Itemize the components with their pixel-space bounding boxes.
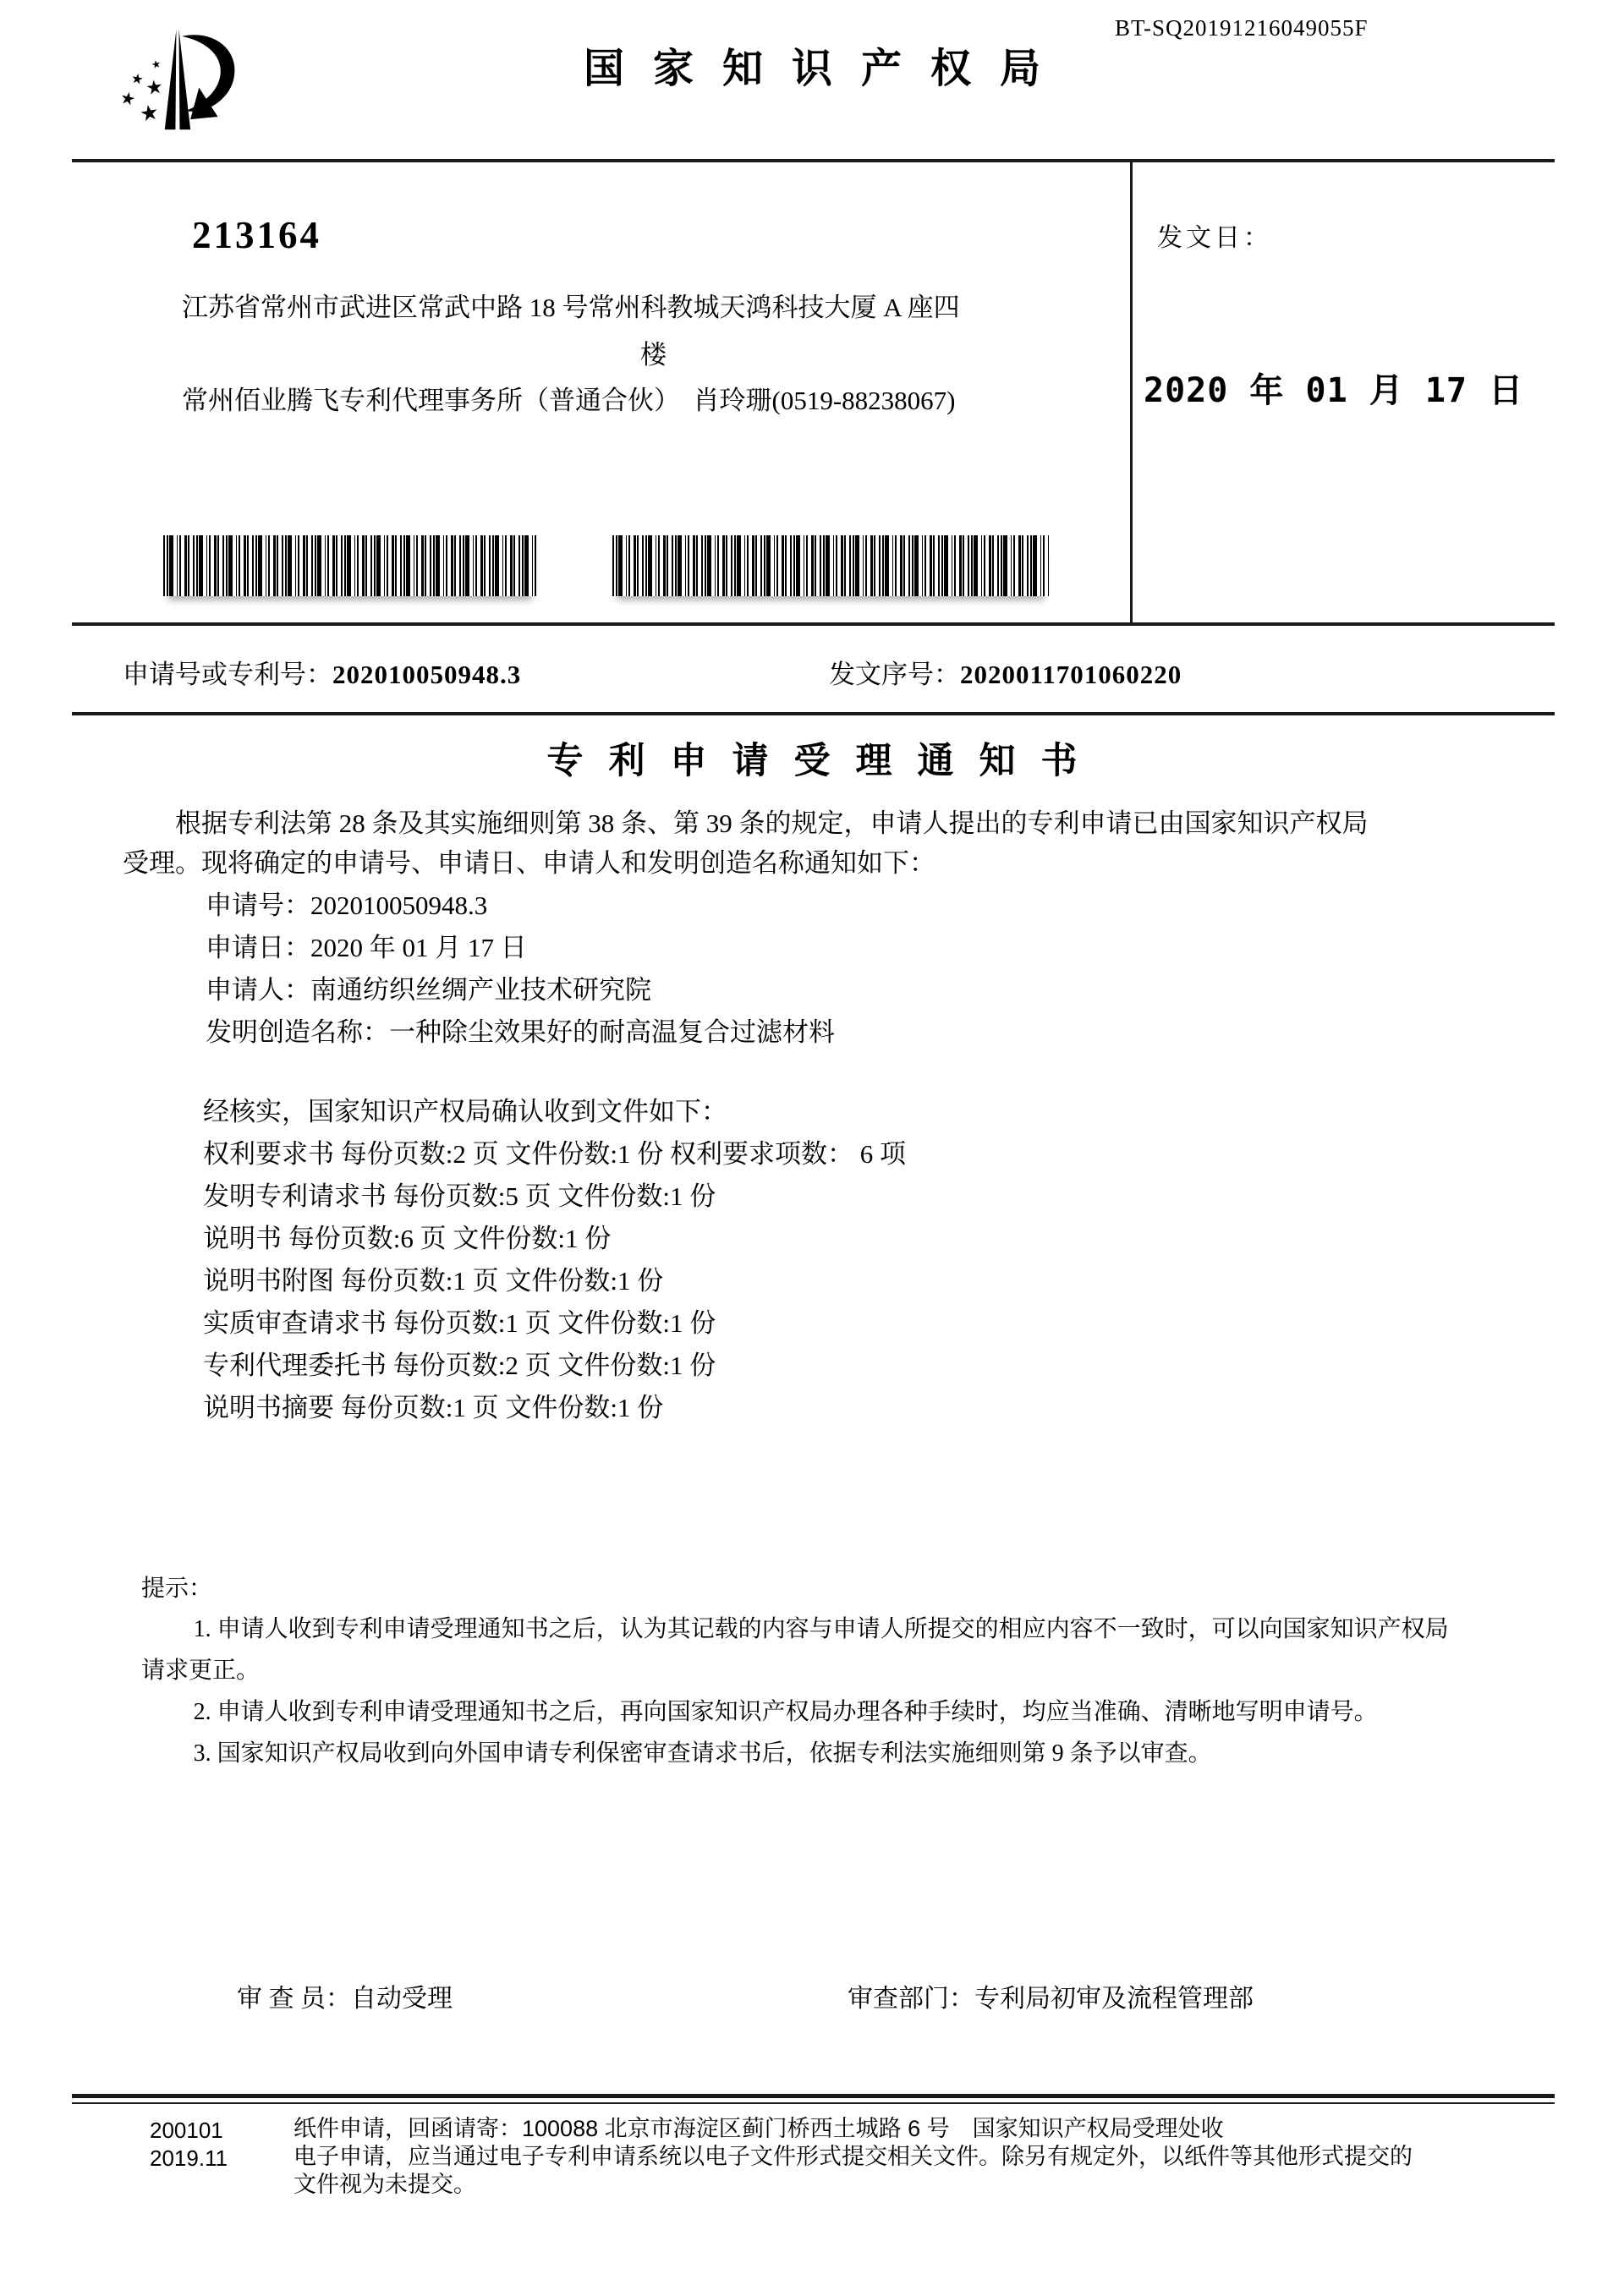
hint-line: 2. 申请人收到专利申请受理通知书之后，再向国家知识产权局办理各种手续时，均应当准确、清晰地写明申请号。 xyxy=(193,1699,1378,1725)
field-invention-title: 发明创造名称：一种除尘效果好的耐高温复合过滤材料 xyxy=(206,1017,835,1047)
footer-instruction-line: 电子申请，应当通过电子专利申请系统以电子文件形式提交相关文件。除另有规定外，以纸件等其他形式提交的 xyxy=(294,2144,1413,2169)
examiner-field xyxy=(237,1977,453,2014)
recipient-agency-line: 常州佰业腾飞专利代理事务所（普通合伙） 肖玲珊(0519-88238067) xyxy=(182,386,956,415)
barcode xyxy=(612,535,1049,596)
department-field xyxy=(848,1977,1254,2014)
document-item: 说明书摘要 每份页数:1 页 文件份数:1 份 xyxy=(203,1393,664,1422)
document-reference-code: BT-SQ20191216049055F xyxy=(1115,15,1369,41)
hints-list xyxy=(141,1608,1558,1774)
dispatch-serial-value: 2020011701060220 xyxy=(960,660,1182,689)
barcode xyxy=(163,535,537,596)
footer-instructions xyxy=(294,2115,1554,2199)
footer-form-code: 200101 xyxy=(150,2118,223,2143)
department-value: 专利局初审及流程管理部 xyxy=(974,1985,1254,2013)
examiner-label: 审 查 员： xyxy=(237,1985,351,2013)
application-number xyxy=(123,653,521,691)
field-application-number: 申请号：202010050948.3 xyxy=(206,890,488,920)
postal-code: 213164 xyxy=(192,214,321,256)
field-applicant: 申请人：南通纺织丝绸产业技术研究院 xyxy=(206,975,651,1005)
document-item: 权利要求书 每份页数:2 页 文件份数:1 份 权利要求项数： 6 项 xyxy=(203,1139,906,1169)
document-item: 说明书 每份页数:6 页 文件份数:1 份 xyxy=(203,1224,612,1253)
document-item: 实质审查请求书 每份页数:1 页 文件份数:1 份 xyxy=(203,1308,716,1338)
application-number-label: 申请号或专利号： xyxy=(123,660,332,689)
dispatch-serial-label: 发文序号： xyxy=(829,660,960,689)
field-application-date: 申请日：2020 年 01 月 17 日 xyxy=(206,933,527,962)
issue-date-value: 2020 年 01 月 17 日 xyxy=(1144,371,1524,410)
documents-intro-line: 经核实，国家知识产权局确认收到文件如下： xyxy=(203,1097,727,1126)
hints-label: 提示： xyxy=(141,1575,213,1602)
recipient-address-line1: 江苏省常州市武进区常武中路 18 号常州科教城天鸿科技大厦 A 座四 xyxy=(182,293,960,322)
recipient-address-line2: 楼 xyxy=(640,340,667,370)
examiner-value: 自动受理 xyxy=(351,1985,453,2013)
hint-line: 1. 申请人收到专利申请受理通知书之后，认为其记载的内容与申请人所提交的相应内容不一致时，可以向国家知识产权局 xyxy=(193,1616,1449,1642)
paragraph-line: 根据专利法第 28 条及其实施细则第 38 条、第 39 条的规定，申请人提出的专利申请已由国家知识产权局 xyxy=(175,808,1369,838)
application-number-value: 202010050948.3 xyxy=(332,660,522,689)
hint-line: 请求更正。 xyxy=(141,1658,261,1684)
paragraph-line: 受理。现将确定的申请号、申请日、申请人和发明创造名称通知如下： xyxy=(123,848,935,878)
footer-divider-thick xyxy=(72,2094,1555,2098)
issue-date-label: 发文日： xyxy=(1157,224,1272,252)
agency-title: 国家知识产权局 xyxy=(583,47,1069,91)
footer-instruction-line: 纸件申请，回函请寄：100088 北京市海淀区蓟门桥西土城路 6 号 国家知识产权局受理处收 xyxy=(294,2116,1224,2141)
notice-title: 专利申请受理通知书 xyxy=(546,742,1103,781)
received-documents-list xyxy=(203,1091,906,1429)
number-section-divider xyxy=(72,712,1555,715)
application-fields xyxy=(206,885,835,1054)
header-divider xyxy=(72,159,1555,162)
footer-divider-thin xyxy=(72,2102,1555,2104)
department-label: 审查部门： xyxy=(848,1985,974,2013)
document-item: 说明书附图 每份页数:1 页 文件份数:1 份 xyxy=(203,1266,664,1296)
footer-form-codes xyxy=(150,2117,228,2173)
notice-body-paragraph xyxy=(123,803,1531,883)
date-box-divider xyxy=(1130,159,1133,626)
document-item: 发明专利请求书 每份页数:5 页 文件份数:1 份 xyxy=(203,1181,716,1211)
footer-instruction-line: 文件视为未提交。 xyxy=(294,2172,476,2197)
footer-form-code: 2019.11 xyxy=(150,2145,228,2171)
hint-line: 3. 国家知识产权局收到向外国申请专利保密审查请求书后，依据专利法实施细则第 9 条予以审查。 xyxy=(193,1740,1212,1767)
dispatch-serial-number xyxy=(829,653,1182,691)
barcode-section-divider xyxy=(72,622,1555,626)
document-item: 专利代理委托书 每份页数:2 页 文件份数:1 份 xyxy=(203,1351,716,1380)
